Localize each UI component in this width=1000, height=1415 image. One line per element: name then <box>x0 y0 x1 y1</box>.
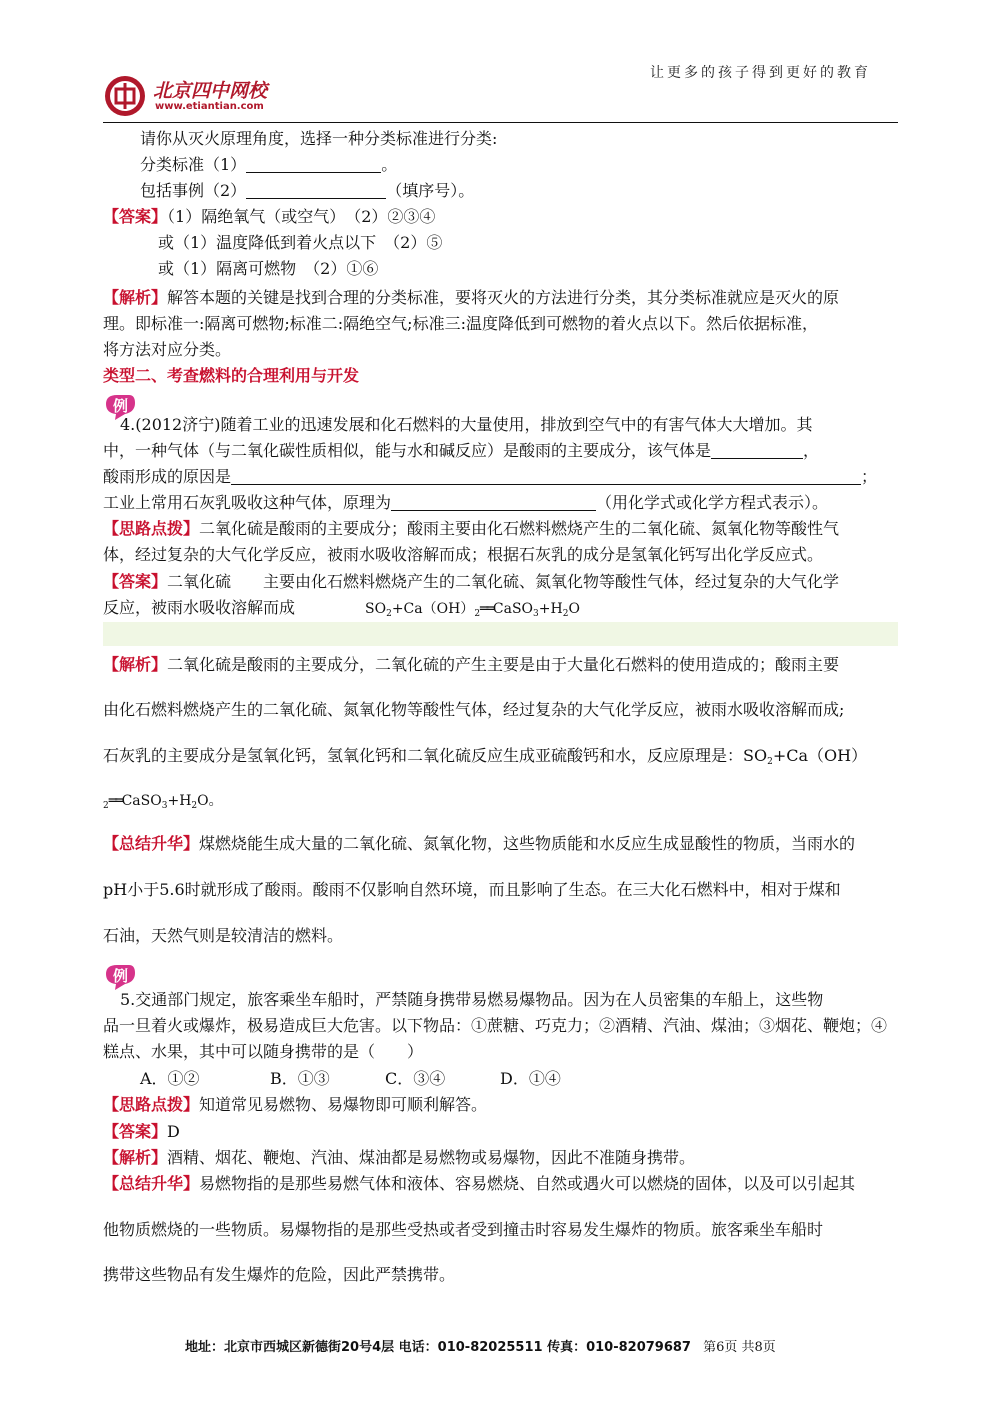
footer-page: 第6页 共8页 <box>703 1340 776 1355</box>
analysis-tag: 【解析】 <box>103 1148 168 1167</box>
example-badge-label: 例 <box>113 967 129 985</box>
q5-analysis: 【解析】酒精、烟花、鞭炮、汽油、煤油都是易燃物或易爆物，因此不准随身携带。 <box>103 1148 696 1167</box>
logo <box>103 72 303 118</box>
header-slogan: 让更多的孩子得到更好的教育 <box>650 65 871 81</box>
q4-hint: 【思路点拨】二氧化硫是酸雨的主要成分；酸雨主要由化石燃料燃烧产生的二氧化硫、氮氧化物等酸性气 <box>103 519 840 538</box>
chem-equation: $SO_2+Ca(OH)_2══CaSO_3+H_2O$ <box>365 601 580 619</box>
example-badge-label: 例 <box>113 397 129 415</box>
q4-analysis-line-4: $_2══CaSO_3+H_2O$。 <box>103 793 223 811</box>
option-c: C．③④ <box>385 1069 446 1088</box>
answer-block: 【答案】（1）隔绝氧气（或空气） （2）②③④ <box>103 207 436 226</box>
analysis-tag: 【解析】 <box>103 655 168 674</box>
q4-answer-line-2: 反应，被雨水吸收溶解而成 $SO_2+Ca(OH)_2══CaSO_3+H_2O$ <box>103 598 580 619</box>
q4-line-1: 4.(2012济宁)随着工业的迅速发展和化石燃料的大量使用，排放到空气中的有害气体大大增加。其 <box>120 415 813 434</box>
q4-line-4: 工业上常用石灰乳吸收这种气体，原理为 （用化学式或化学方程式表示）。 <box>103 493 829 512</box>
answer-blank <box>246 182 386 199</box>
answer-blank <box>711 442 803 459</box>
answer-line-2: 或（1）温度降低到着火点以下 （2）⑤ <box>158 233 443 252</box>
question-standard-line: 分类标准（1） 。 <box>140 155 398 174</box>
q5-line-2: 品一旦着火或爆炸，极易造成巨大危害。以下物品：①蔗糖、巧克力；②酒精、汽油、煤油；③烟花、鞭炮；④ <box>103 1016 888 1035</box>
analysis-line-3: 将方法对应分类。 <box>103 340 232 359</box>
footer-address: 地址：北京市西城区新德街20号4层 电话：010-82025511 传真：010-82079687 <box>185 1340 691 1355</box>
option-a: A．①② <box>140 1069 200 1088</box>
q4-summary-line-3: 石油，天然气则是较清洁的燃料。 <box>103 926 344 945</box>
summary-tag: 【总结升华】 <box>103 834 200 853</box>
summary-tag: 【总结升华】 <box>103 1174 200 1193</box>
q4-hint-line-2: 体，经过复杂的大气化学反应，被雨水吸收溶解而成；根据石灰乳的成分是氢氧化钙写出化学反应式。 <box>103 545 824 564</box>
analysis-tag: 【解析】 <box>103 288 168 307</box>
q5-hint: 【思路点拨】知道常见易燃物、易爆物即可顺利解答。 <box>103 1095 488 1114</box>
q4-line-3: 酸雨形成的原因是 ； <box>103 467 878 486</box>
q5-line-1: 5.交通部门规定，旅客乘坐车船时，严禁随身携带易燃易爆物品。因为在人员密集的车船上，这些物 <box>120 990 824 1009</box>
logo-url: www.etiantian.com <box>155 101 264 112</box>
question-prompt: 请你从灭火原理角度，选择一种分类标准进行分类: <box>140 129 498 148</box>
hint-tag: 【思路点拨】 <box>103 1095 200 1114</box>
section-title: 类型二、考查燃料的合理利用与开发 <box>103 366 360 385</box>
q4-line-2: 中，一种气体（与二氧化碳性质相似，能与水和碱反应）是酸雨的主要成分，该气体是 ， <box>103 441 820 460</box>
highlight-band <box>103 622 898 646</box>
q4-analysis: 【解析】二氧化硫是酸雨的主要成分，二氧化硫的产生主要是由于大量化石燃料的使用造成的；酸雨主要 <box>103 655 840 674</box>
analysis-line-2: 理。即标准一:隔离可燃物;标准二:隔绝空气;标准三:温度降低到可燃物的着火点以下。然后依据标准， <box>103 314 818 333</box>
option-d: D．①④ <box>500 1069 561 1088</box>
answer-blank <box>391 494 596 511</box>
footer <box>185 1336 776 1355</box>
q5-options <box>140 1068 561 1090</box>
logo-text: 北京四中网校 <box>153 80 268 102</box>
answer-line-3: 或（1）隔离可燃物 （2）①⑥ <box>158 259 379 278</box>
q4-analysis-line-3: 石灰乳的主要成分是氢氧化钙，氢氧化钙和二氧化硫反应生成亚硫酸钙和水，反应原理是：$SO_2+Ca(OH)$ <box>103 746 868 767</box>
answer-tag: 【答案】 <box>103 1122 168 1141</box>
answer-blank <box>231 468 861 485</box>
header-rule <box>103 122 898 123</box>
logo-emblem-icon <box>103 74 147 118</box>
answer-blank <box>246 156 381 173</box>
q5-summary-line-2: 他物质燃烧的一些物质。易爆物指的是那些受热或者受到撞击时容易发生爆炸的物质。旅客乘坐车船时 <box>103 1220 824 1239</box>
q4-answer: 【答案】二氧化硫 主要由化石燃料燃烧产生的二氧化硫、氮氧化物等酸性气体，经过复杂的大气化学 <box>103 572 840 591</box>
answer-tag: 【答案】 <box>103 207 168 226</box>
q5-summary-line-3: 携带这些物品有发生爆炸的危险，因此严禁携带。 <box>103 1265 456 1284</box>
q5-answer: 【答案】D <box>103 1122 180 1141</box>
q5-line-3: 糕点、水果，其中可以随身携带的是（ ） <box>103 1042 424 1061</box>
answer-tag: 【答案】 <box>103 572 168 591</box>
hint-tag: 【思路点拨】 <box>103 519 200 538</box>
option-b: B．①③ <box>270 1069 330 1088</box>
analysis-block: 【解析】解答本题的关键是找到合理的分类标准，要将灭火的方法进行分类，其分类标准就应是灭火的原 <box>103 288 840 307</box>
q5-summary: 【总结升华】易燃物指的是那些易燃气体和液体、容易燃烧、自然或遇火可以燃烧的固体，以及可以引起其 <box>103 1174 856 1193</box>
q4-analysis-line-2: 由化石燃料燃烧产生的二氧化硫、氮氧化物等酸性气体，经过复杂的大气化学反应，被雨水吸收溶解而成; <box>103 700 845 719</box>
q4-summary: 【总结升华】煤燃烧能生成大量的二氧化硫、氮氧化物，这些物质能和水反应生成显酸性的物质，当雨水的 <box>103 834 856 853</box>
question-examples-line: 包括事例（2） （填序号）。 <box>140 181 475 200</box>
q4-summary-line-2: pH小于5.6时就形成了酸雨。酸雨不仅影响自然环境，而且影响了生态。在三大化石燃料中，相对于煤和 <box>103 880 841 899</box>
